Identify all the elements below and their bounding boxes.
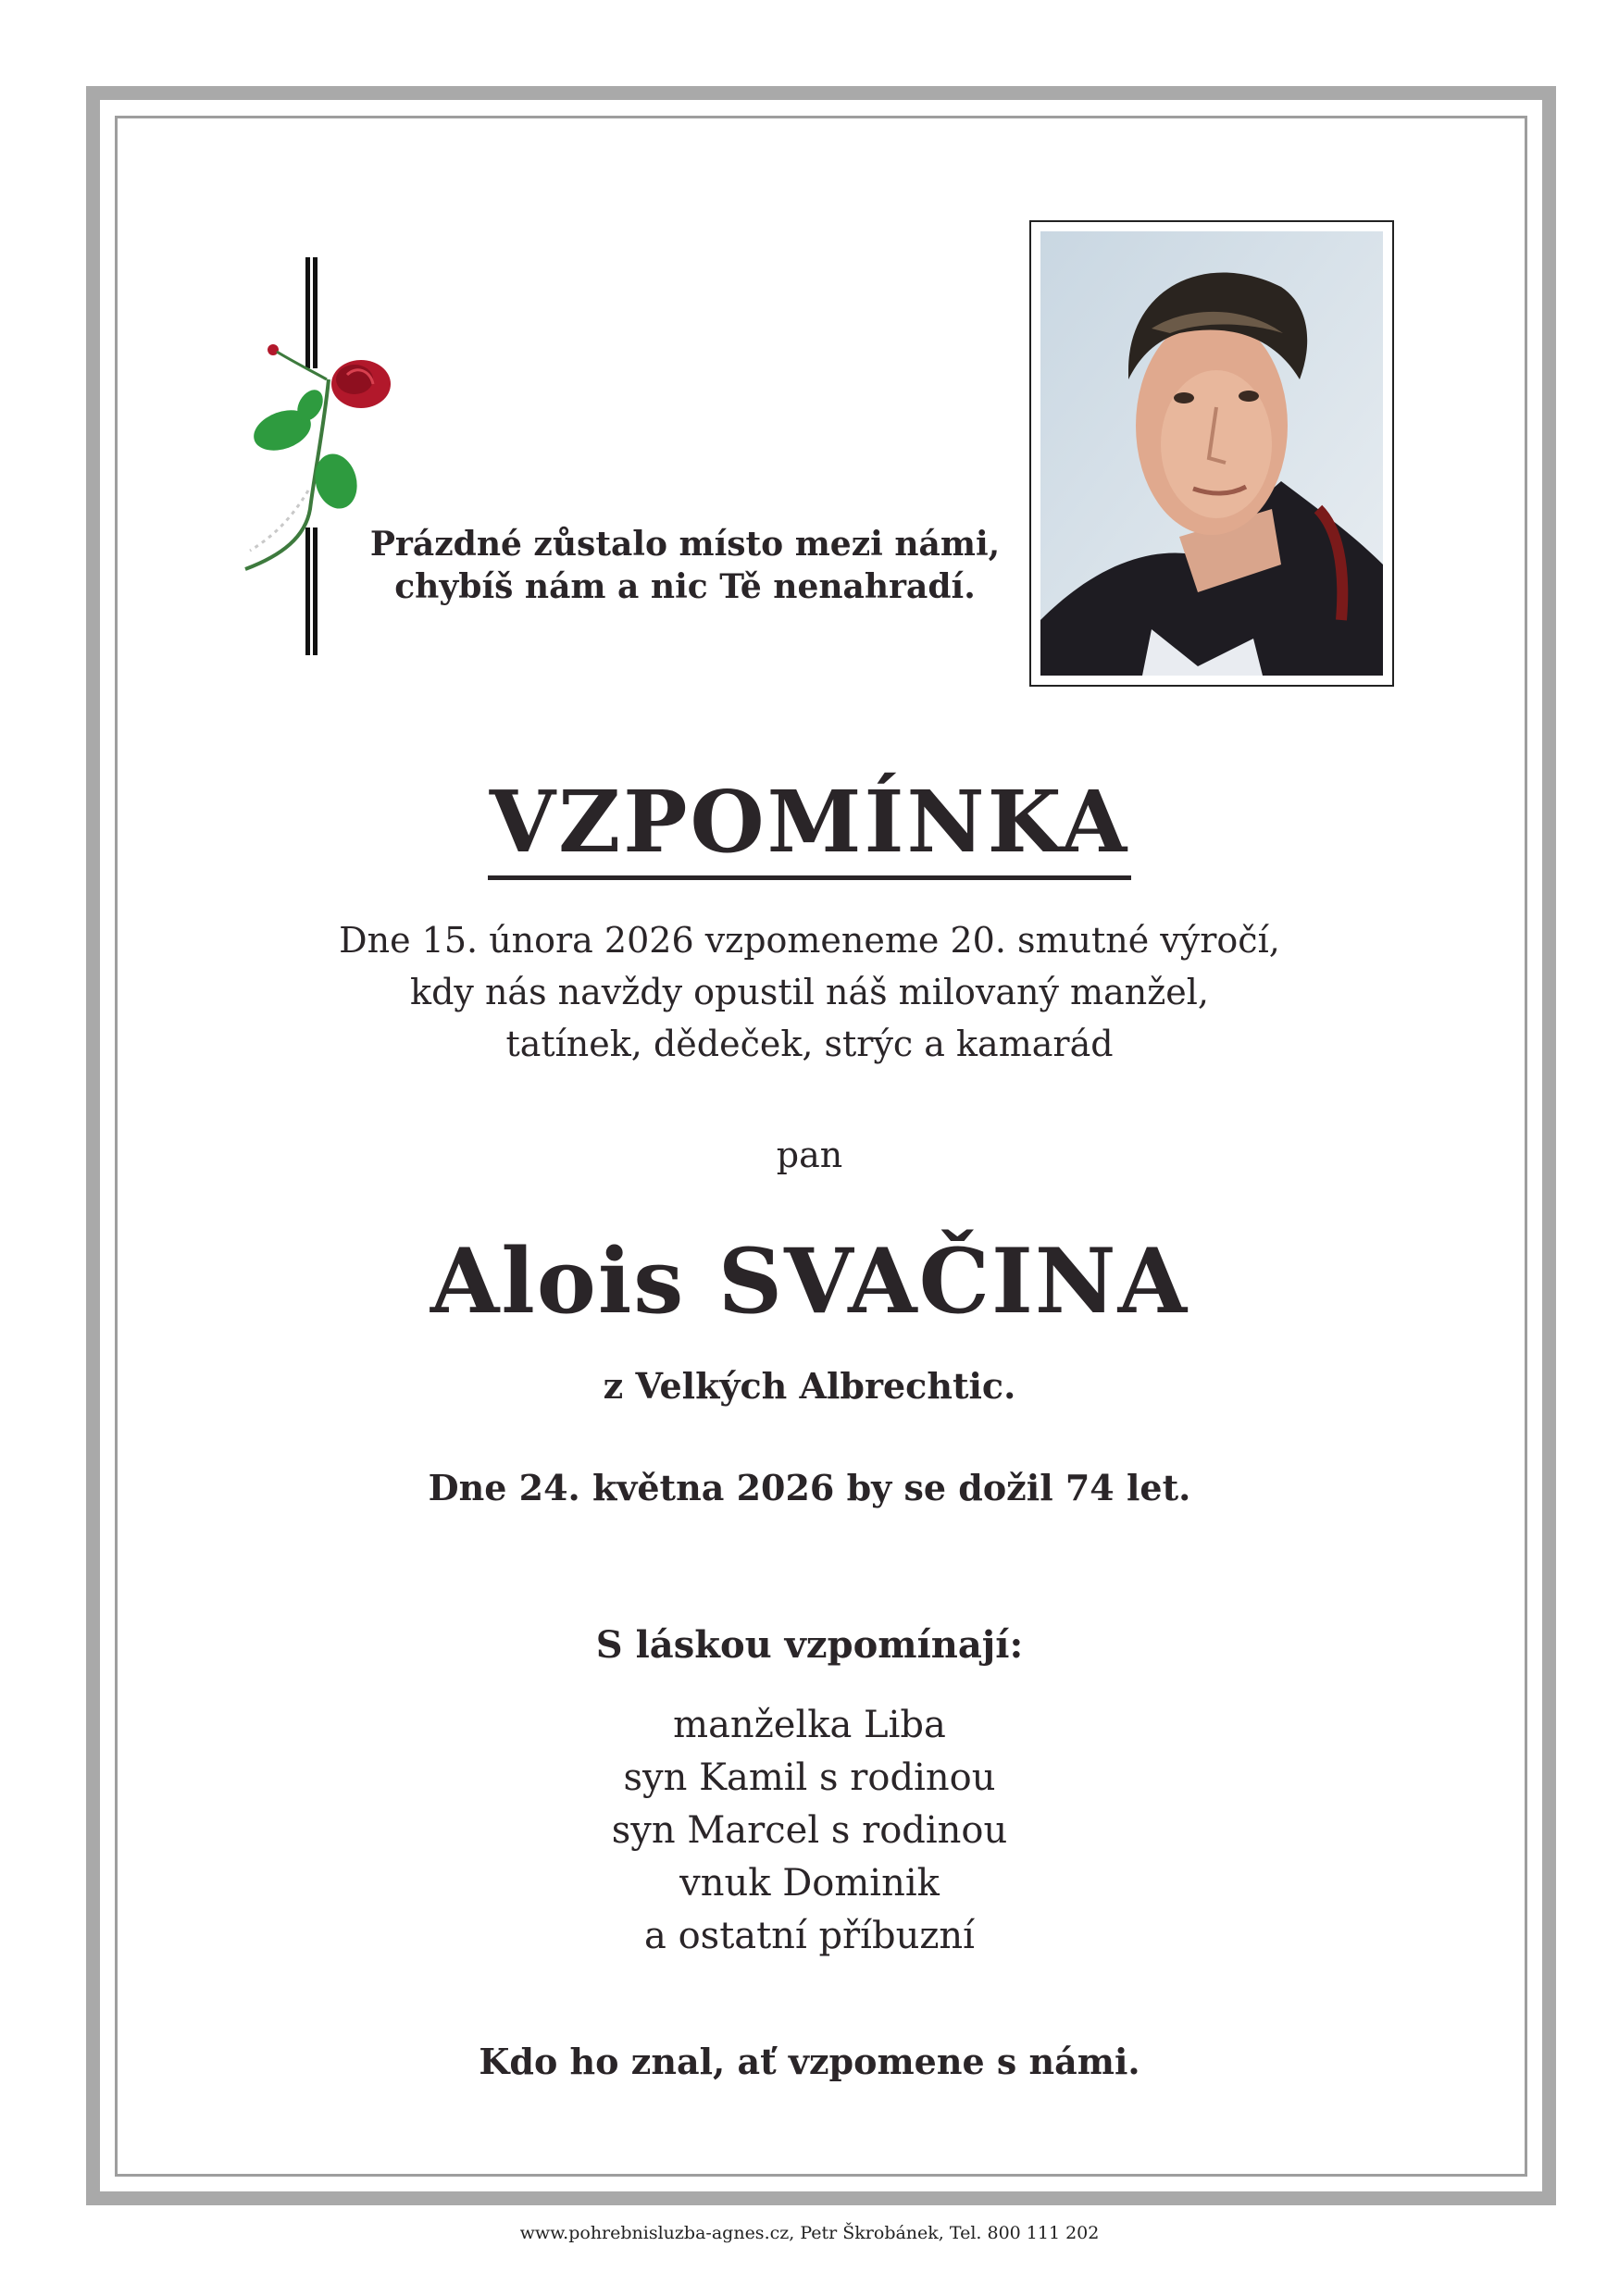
mourner-item: vnuk Dominik	[679, 1862, 940, 1905]
deceased-name: Alois SVAČINA	[430, 1229, 1189, 1334]
motto-line-1: Prázdné zůstalo místo mezi námi,	[369, 525, 1001, 564]
mourners-list	[0, 1699, 1619, 1963]
age-note: Dne 24. května 2026 by se dožil 74 let.	[428, 1467, 1191, 1508]
salutation: pan	[776, 1135, 843, 1175]
mourner-item: syn Kamil s rodinou	[623, 1756, 996, 1799]
closing-line: Kdo ho znal, ať vzpomene s námi.	[479, 2041, 1140, 2082]
announcement-line-3: tatínek, dědeček, strýc a kamarád	[505, 1024, 1114, 1064]
deceased-origin: z Velkých Albrechtic.	[603, 1365, 1016, 1407]
footer-contact: www.pohrebnisluzba-agnes.cz, Petr Škrobánek, Tel. 800 111 202	[519, 2223, 1100, 2243]
mourners-heading: S láskou vzpomínají:	[595, 1623, 1024, 1667]
title-text: VZPOMÍNKA	[488, 776, 1131, 880]
title-heading	[0, 772, 1619, 880]
mourner-item: syn Marcel s rodinou	[611, 1809, 1008, 1852]
announcement-line-1: Dne 15. února 2026 vzpomeneme 20. smutné výročí,	[339, 920, 1280, 961]
mourner-item: manželka Liba	[673, 1704, 946, 1746]
announcement	[0, 914, 1619, 1070]
motto	[361, 523, 1009, 608]
mourner-item: a ostatní příbuzní	[644, 1915, 975, 1957]
motto-line-2: chybíš nám a nic Tě nenahradí.	[394, 567, 976, 606]
portrait-photo	[1040, 231, 1383, 676]
portrait-frame	[1029, 220, 1394, 687]
announcement-line-2: kdy nás navždy opustil náš milovaný manžel,	[410, 972, 1209, 1012]
